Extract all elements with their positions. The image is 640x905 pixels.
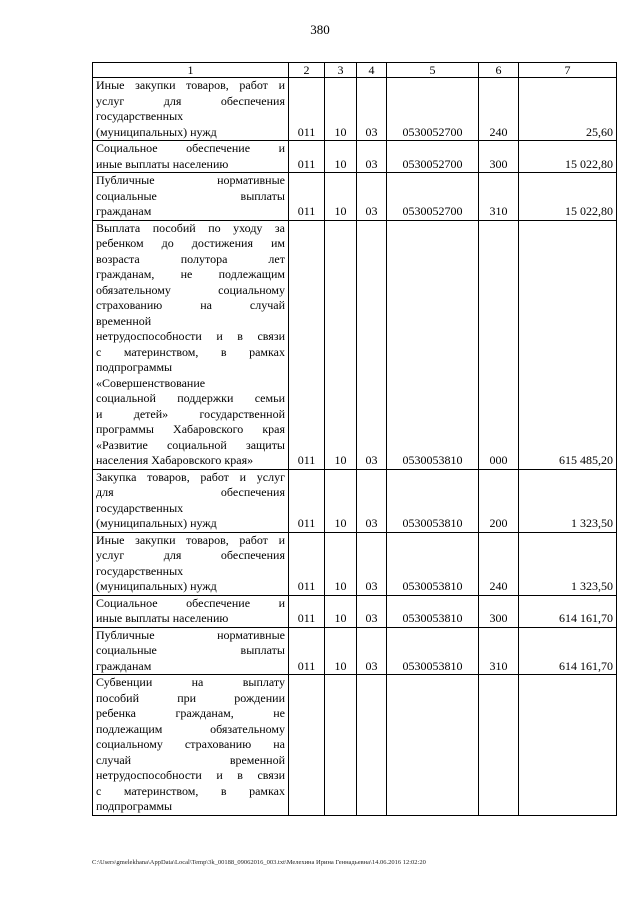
row-description	[93, 595, 289, 627]
target-article-code	[387, 675, 479, 816]
description-line: с материнством, в рамках	[96, 783, 285, 798]
description-line: услуг для обеспечения	[96, 548, 285, 562]
description-line: (муниципальных) нужд	[96, 579, 217, 593]
subsection-code: 03	[357, 532, 387, 595]
description-line: «Совершенствование	[96, 375, 206, 390]
description-line: подпрограммы	[96, 799, 173, 813]
row-description	[93, 627, 289, 675]
header-row	[93, 63, 617, 78]
description-line: программы Хабаровского края	[96, 422, 285, 436]
header-col-2: 2	[289, 63, 325, 78]
header-col-5: 5	[387, 63, 479, 78]
description-line: Социальное обеспечение и	[96, 141, 285, 155]
description-line: «Развитие социальной защиты	[96, 437, 285, 452]
description-line: гражданам, не подлежащим	[96, 267, 285, 281]
ministry-code: 011	[289, 173, 325, 221]
description-line: Публичные нормативные	[96, 173, 285, 187]
ministry-code: 011	[289, 595, 325, 627]
target-article-code: 0530052700	[387, 173, 479, 221]
description-line: социальные выплаты	[96, 643, 285, 657]
description-line: страхованию на случай	[96, 298, 285, 312]
target-article-code: 0530052700	[387, 78, 479, 141]
description-line: государственных	[96, 500, 184, 515]
table-row	[93, 627, 617, 675]
description-line: нетрудоспособности и в связи	[96, 768, 285, 782]
description-line: социальному страхованию на	[96, 737, 285, 751]
description-line: Выплата пособий по уходу за	[96, 220, 285, 235]
description-line: временной	[96, 313, 152, 328]
description-line: подлежащим обязательному	[96, 721, 285, 736]
amount-value: 25,60	[519, 78, 617, 141]
description-line: (муниципальных) нужд	[96, 124, 217, 139]
section-code: 10	[325, 532, 357, 595]
ministry-code	[289, 675, 325, 816]
expense-type-code: 200	[479, 469, 519, 532]
row-description	[93, 675, 289, 816]
description-line: нетрудоспособности и в связи	[96, 329, 285, 343]
description-line: социальной поддержки семьи	[96, 391, 285, 405]
description-line: для обеспечения	[96, 485, 285, 499]
description-line: обязательному социальному	[96, 282, 285, 297]
description-line: Иные закупки товаров, работ и	[96, 532, 285, 547]
table-row	[93, 78, 617, 141]
target-article-code: 0530053810	[387, 220, 479, 469]
subsection-code: 03	[357, 469, 387, 532]
amount-value: 1 323,50	[519, 469, 617, 532]
header-col-4: 4	[357, 63, 387, 78]
expense-type-code: 240	[479, 78, 519, 141]
subsection-code: 03	[357, 220, 387, 469]
target-article-code: 0530052700	[387, 141, 479, 173]
section-code	[325, 675, 357, 816]
table-row	[93, 675, 617, 816]
description-line: услуг для обеспечения	[96, 93, 285, 108]
expense-type-code: 310	[479, 173, 519, 221]
subsection-code: 03	[357, 141, 387, 173]
row-description	[93, 78, 289, 141]
table-row	[93, 220, 617, 469]
description-line: гражданам	[96, 658, 152, 673]
row-description	[93, 141, 289, 173]
amount-value: 615 485,20	[519, 220, 617, 469]
description-line: государственных	[96, 563, 184, 578]
table-row	[93, 141, 617, 173]
page-number: 380	[310, 22, 330, 37]
description-line: (муниципальных) нужд	[96, 516, 217, 530]
description-line: Закупка товаров, работ и услуг	[96, 469, 285, 484]
description-line: Социальное обеспечение и	[96, 595, 285, 610]
ministry-code: 011	[289, 532, 325, 595]
description-line: Иные закупки товаров, работ и	[96, 78, 285, 92]
table-row	[93, 469, 617, 532]
description-line: социальные выплаты	[96, 188, 285, 203]
table-row	[93, 595, 617, 627]
expense-type-code: 310	[479, 627, 519, 675]
section-code: 10	[325, 627, 357, 675]
description-line: иные выплаты населению	[96, 156, 229, 171]
header-col-6: 6	[479, 63, 519, 78]
amount-value: 15 022,80	[519, 141, 617, 173]
description-line: случай временной	[96, 752, 285, 767]
description-line: населения Хабаровского края»	[96, 453, 254, 467]
budget-table	[92, 62, 617, 816]
expense-type-code: 000	[479, 220, 519, 469]
section-code: 10	[325, 173, 357, 221]
section-code: 10	[325, 220, 357, 469]
target-article-code: 0530053810	[387, 595, 479, 627]
target-article-code: 0530053810	[387, 469, 479, 532]
row-description	[93, 469, 289, 532]
section-code: 10	[325, 469, 357, 532]
ministry-code: 011	[289, 469, 325, 532]
ministry-code: 011	[289, 627, 325, 675]
description-line: ребенка гражданам, не	[96, 706, 285, 720]
expense-type-code: 300	[479, 595, 519, 627]
section-code: 10	[325, 78, 357, 141]
subsection-code: 03	[357, 595, 387, 627]
subsection-code: 03	[357, 627, 387, 675]
header-col-1: 1	[93, 63, 289, 78]
row-description	[93, 532, 289, 595]
target-article-code: 0530053810	[387, 532, 479, 595]
ministry-code: 011	[289, 78, 325, 141]
header-col-3: 3	[325, 63, 357, 78]
expense-type-code: 300	[479, 141, 519, 173]
description-line: пособий при рождении	[96, 690, 285, 705]
description-line: ребенком до достижения им	[96, 236, 285, 250]
description-line: с материнством, в рамках	[96, 344, 285, 359]
description-line: подпрограммы	[96, 360, 173, 374]
file-path-footer: C:\Users\gmelekhana\AppData\Local\Temp\3k_00188_09062016_003.txt\Мелехина Ирина Геннадьевна\14.06.2016 12:02:20	[92, 859, 426, 866]
section-code: 10	[325, 595, 357, 627]
amount-value: 15 022,80	[519, 173, 617, 221]
subsection-code: 03	[357, 78, 387, 141]
section-code: 10	[325, 141, 357, 173]
amount-value	[519, 675, 617, 816]
header-col-7: 7	[519, 63, 617, 78]
description-line: иные выплаты населению	[96, 611, 229, 625]
table-row	[93, 173, 617, 221]
subsection-code: 03	[357, 173, 387, 221]
ministry-code: 011	[289, 141, 325, 173]
amount-value: 614 161,70	[519, 627, 617, 675]
amount-value: 1 323,50	[519, 532, 617, 595]
amount-value: 614 161,70	[519, 595, 617, 627]
description-line: Публичные нормативные	[96, 627, 285, 642]
row-description	[93, 173, 289, 221]
ministry-code: 011	[289, 220, 325, 469]
table-row	[93, 532, 617, 595]
description-line: и детей» государственной	[96, 406, 285, 421]
target-article-code: 0530053810	[387, 627, 479, 675]
expense-type-code	[479, 675, 519, 816]
subsection-code	[357, 675, 387, 816]
description-line: возраста полутора лет	[96, 251, 285, 266]
row-description	[93, 220, 289, 469]
expense-type-code: 240	[479, 532, 519, 595]
description-line: Субвенции на выплату	[96, 675, 285, 689]
description-line: гражданам	[96, 204, 152, 218]
description-line: государственных	[96, 109, 184, 123]
